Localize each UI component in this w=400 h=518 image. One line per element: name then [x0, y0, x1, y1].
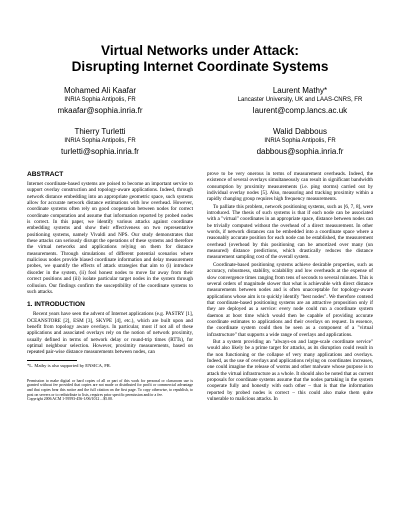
permission-notice [27, 379, 193, 403]
author-email: mkaafar@sophia.inria.fr [57, 106, 143, 115]
author-name: Laurent Mathy* [272, 86, 328, 95]
body-paragraph: prove to be very onerous in terms of measurement overheads. Indeed, the existence of several overlays simultaneously can result in significant bandwidth consumption by proximity measurements (i.e. ping storms) carried out by individual overlay nodes [5]. Also, measuring and tracking proximity within a rapidly changing group requires high frequency measurements. [207, 171, 373, 203]
author-name: Mohamed Ali Kaafar [63, 86, 137, 95]
author-block-4 [210, 127, 390, 157]
author-affiliation: INRIA Sophia Antipolis, FR [264, 138, 336, 144]
abstract-text: Internet coordinate-based systems are poised to become an important service to support overlay construction and topology-aware applications. Indeed, through network distance embedding into an appropriate geometric space, such systems allow for accurate network distance estimations with low overhead. However, coordinate systems often rely on good cooperation between nodes for correct coordinate computation and assume that information reported by probed nodes is correct. In this paper, we identify various attacks against coordinate embedding systems and show their effectiveness on two representative positioning systems, namely Vivaldi and NPS. Our study demonstrates that these attacks can seriously disrupt the operations of these systems and therefore the virtual networks and applications relying on them for distance measurements. Through simulations of different potential scenarios where malicious nodes provide biased coordinate information and delay measurement probes, we quantify the effects of attack strategies that aim to (i) introduce disorder in the system, (ii) fool honest nodes to move far away from their correct positions and (iii) isolate particular target nodes in the system through collusion. Our findings confirm the susceptibility of the coordinate systems to such attacks. [27, 181, 193, 295]
paper-title [0, 43, 400, 75]
author-block-2 [210, 86, 390, 116]
author-email: laurent@comp.lancs.ac.uk [252, 106, 348, 115]
author-email: dabbous@sophia.inria.fr [256, 147, 344, 156]
introduction-heading: 1. INTRODUCTION [27, 301, 85, 309]
title-line-2: Disrupting Internet Coordinate Systems [71, 59, 329, 74]
introduction-paragraph: Recent years have seen the advent of Internet applications (e.g. PASTRY [1], OCEANSTORE [2], ESM [3], SKYPE [4], etc.), which are built upon and benefit from topology aware overlays. In particular, most if not all of these applications and associated overlays rely on the notion of network proximity, usually defined in terms of network delay or round-trip times (RTTs), for optimal neighbour selection. However, proximity measurements, based on repeated pair-wise distance measurements between nodes, can [27, 311, 193, 356]
body-paragraph: Coordinate-based positioning systems achieve desirable properties, such as accuracy, robustness, stability, scalability and low overheads at the expense of slow convergence times ranging from tens of seconds to several minutes. This is several orders of magnitude slower that what is achievable with direct distance measurements between nodes and is often unacceptable for topology-aware applications whose aim is to quickly identify "best nodes". We therefore contend that coordinate-based positioning systems are an attractive proposition only if they are deployed as a service: every node could run a coordinate system daemon at boot time which would then be capable of providing accurate coordinate estimates to applications and their overlays on request. In essence, the coordinate system could then be seen as a component of a "virtual infrastructure" that supports a wide range of overlays and applications. [207, 261, 373, 338]
body-paragraph: But a system providing an "always-on and large-scale coordinate service" would also likely be a prime target for attacks, as its disruption could result in the non functioning or the collapse of very many applications and overlays. Indeed, as the use of overlays and applications relying on coordinates increases, one could imagine the release of worms and other malware whose purpose is to attack the virtual infrastructure as a whole. It should also be noted that as current proposals for coordinate systems assume that the nodes partaking in the system cooperate fully and honestly with each other – that is that the information reported by probed nodes is correct – this could also make them quite vulnerable to malicious attacks. In [207, 338, 374, 403]
author-block-1 [10, 86, 190, 116]
footnote-rule [27, 360, 77, 361]
title-line-1: Virtual Networks under Attack: [101, 43, 299, 58]
author-block-3 [10, 127, 190, 157]
author-email: turletti@sophia.inria.fr [61, 147, 139, 156]
permission-text: Permission to make digital or hard copies of all or part of this work for personal or classroom use is granted without fee provided that copies are not made or distributed for profit or commercial advantage and that copies bear this notice and the full citation on the first page. To copy otherwise, to republish, to post on servers or to redistribute to lists, requires prior specific permission and/or a fee. [27, 378, 193, 397]
body-paragraph: To palliate this problem, network positioning systems, such as [6, 7, 8], were introduced. The thesis of such systems is that if each node can be associated with a "virtual" coordinates in an appropriate space, distance between nodes can be trivially computed without the overhead of a direct measurement. In other words, if network distances can be embedded into a coordinate space where a reasonably accurate position for each node can be established, the measurement overhead (overhead by this positioning can be amortized over many (un measured) distance predictions, which drastically reduces the distance measurement sampling cost of the overall system. [207, 203, 373, 261]
author-affiliation: Lancaster University, UK and LAAS-CNRS, FR [237, 97, 363, 103]
left-column [27, 171, 193, 402]
author-affiliation: INRIA Sophia Antipolis, FR [64, 97, 136, 103]
author-affiliation: INRIA Sophia Antipolis, FR [64, 138, 136, 144]
abstract-heading: ABSTRACT [27, 171, 64, 178]
copyright-line: Copyright 2006 ACM 1-59593-456-1/06/1012 ...$5.00. [27, 397, 113, 402]
author-name: Walid Dabbous [273, 127, 327, 136]
right-column [207, 171, 373, 403]
footnote: *L. Mathy is also supported by ENSICA, FR. [27, 362, 111, 368]
author-name: Thierry Turletti [74, 127, 126, 136]
